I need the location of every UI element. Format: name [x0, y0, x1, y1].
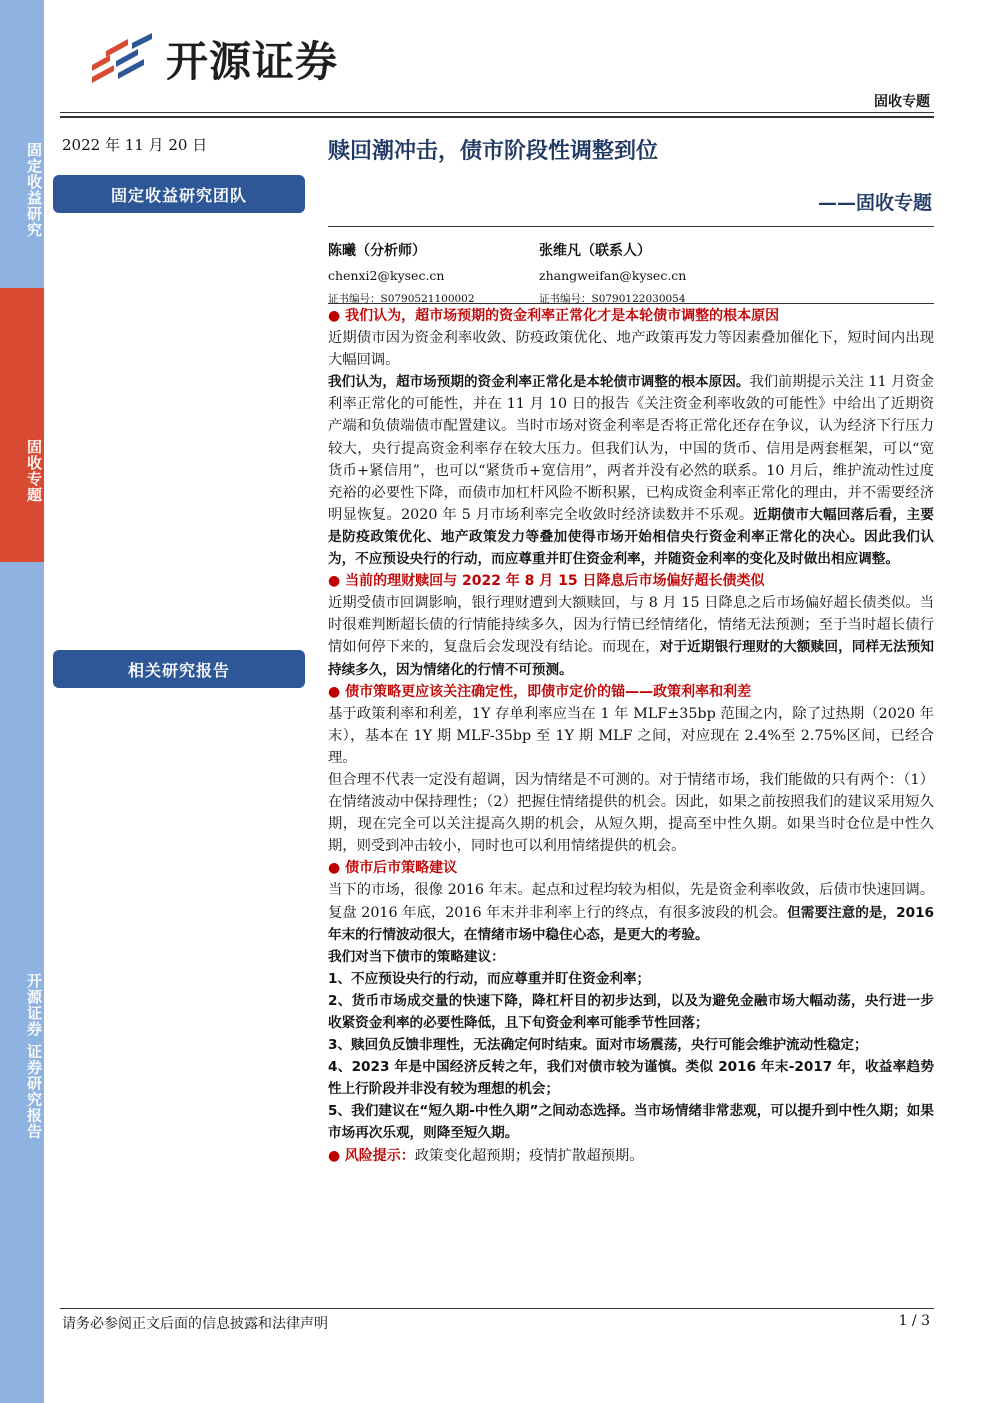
author-email[interactable]: zhangweifan@kysec.cn — [539, 268, 687, 283]
sidebar-mid — [0, 288, 44, 562]
report-subtitle: ——固收专题 — [817, 192, 932, 214]
risk-text: 政策变化超预期；疫情扩散超预期。 — [414, 1147, 644, 1164]
subtitle-divider — [328, 226, 934, 227]
sidebar — [0, 0, 44, 1403]
author-cert: 证书编号：S0790521100002 — [328, 293, 475, 305]
related-reports-box[interactable]: 相关研究报告 — [53, 650, 305, 688]
brand-logo-icon — [88, 31, 158, 87]
risk-notice — [328, 1145, 934, 1167]
report-body — [328, 305, 934, 1167]
bullet-icon: ● — [328, 573, 341, 590]
bullet-icon: ● — [328, 1147, 341, 1164]
report-date: 2022 年 11 月 20 日 — [62, 136, 208, 154]
bullet-icon: ● — [328, 308, 341, 324]
doc-type: 固收专题 — [874, 94, 930, 110]
paragraph: 近期债市因为资金利率收敛、防疫政策优化、地产政策再发力等因素叠加催化下，短时间内出现大幅回调。 — [328, 330, 934, 369]
author-2 — [539, 240, 686, 306]
author-cert: 证书编号：S0790122030054 — [539, 293, 686, 305]
section-heading: ● 我们认为，超市场预期的资金利率正常化才是本轮债市调整的根本原因 — [328, 308, 780, 324]
brand-name: 开源证券 — [166, 37, 339, 86]
risk-label: 风险提示： — [344, 1147, 415, 1164]
paragraph: 但合理不代表一定没有超调，因为情绪是不可测的。对于情绪市场，我们能做的只有两个：（1）在情绪波动中保持理性；（2）把握住情绪提供的机会。因此，如果之前按照我们的建议采用短久期，现在完全可以关注提高久期的机会，从短久期，提高至中性久期。如果当时仓位是中性久期，则受到冲击较小，同时也可以利用情绪提供的机会。 — [328, 771, 934, 855]
list-item: 4、2023 年是中国经济反转之年，我们对债市较为谨慎。类似 2016 年末-2017 年，收益率趋势性上行阶段并非没有较为理想的机会； — [328, 1059, 934, 1098]
sidebar-top-label: 固定收益研究 — [25, 142, 43, 238]
list-item: 1、不应预设央行的行动，而应尊重并盯住资金利率； — [328, 970, 651, 987]
team-box: 固定收益研究团队 — [53, 175, 305, 213]
list-item: 2、货币市场成交量的快速下降，降杠杆目的初步达到，以及为避免金融市场大幅动荡，央行进一步收紧资金利率的必要性降低，且下旬资金利率可能季节性回落； — [328, 992, 934, 1031]
section-heading: ● 债市策略更应该关注确定性，即债市定价的锚——政策利率和利差 — [328, 683, 752, 700]
author-name: 陈曦（分析师） — [328, 243, 426, 259]
brand-logo — [88, 30, 338, 88]
paragraph: 当下的市场，很像 2016 年末。起点和过程均较为相似，先是资金利率收敛，后债市快速回调。复盘 2016 年底，2016 年末并非利率上行的终点，有很多波段的机会。但需要注意的是，2016 年末的行情波动很大，在情绪市场中稳住心态，是更大的考验。 — [328, 882, 934, 943]
author-1 — [328, 240, 475, 306]
author-email[interactable]: chenxi2@kysec.cn — [328, 268, 445, 283]
author-divider — [328, 303, 934, 304]
section-heading: ● 债市后市策略建议 — [328, 860, 458, 877]
header-divider-thick — [60, 116, 934, 118]
bullet-icon: ● — [328, 860, 341, 877]
paragraph: 近期受债市回调影响，银行理财遭到大额赎回，与 8 月 15 日降息之后市场偏好超长债类似。当时很难判断超长债的行情能持续多久，因为行情已经情绪化，情绪无法预测；至于当时超长债行情如何停下来的，复盘后会发现没有结论。而现在，对于近期银行理财的大额赎回，同样无法预知持续多久，因为情绪化的行情不可预测。 — [328, 595, 935, 678]
author-name: 张维凡（联系人） — [539, 243, 651, 259]
sidebar-bottom-label: 开源证券 证券研究报告 — [25, 973, 43, 1140]
list-heading: 我们对当下债市的策略建议： — [328, 948, 505, 965]
list-item: 5、我们建议在“短久期-中性久期”之间动态选择。当市场情绪非常悲观，可以提升到中性久期；如果市场再次乐观，则降至短久期。 — [328, 1103, 934, 1142]
list-item: 3、赎回负反馈非理性，无法确定何时结束。面对市场震荡，央行可能会维护流动性稳定； — [328, 1037, 868, 1054]
footer-divider — [60, 1308, 934, 1309]
sidebar-bottom — [0, 562, 44, 1403]
footer-disclaimer: 请务必参阅正文后面的信息披露和法律声明 — [62, 1316, 328, 1332]
header-divider — [60, 112, 934, 113]
bullet-icon: ● — [328, 683, 341, 700]
report-title: 赎回潮冲击，债市阶段性调整到位 — [328, 138, 659, 164]
page-number: 1 / 3 — [898, 1313, 930, 1329]
section-heading: ● 当前的理财赎回与 2022 年 8 月 15 日降息后市场偏好超长债类似 — [328, 573, 765, 590]
paragraph: 我们认为，超市场预期的资金利率正常化是本轮债市调整的根本原因。我们前期提示关注 11 月资金利率正常化的可能性，并在 11 月 10 日的报告《关注资金利率收敛的可能性》中给出了近期资产端和负债端债市配置建议。当时市场对资金利率是否将正常化还存在争议，认为经济下行压力较大，央行提高资金利率存在较大压力。但我们认为，中国的货币、信用是两套框架，可以“宽货币+紧信用”，也可以“紧货币+宽信用”，两者并没有必然的联系。10 月后，维护流动性过度充裕的必要性下降，而债市加杠杆风险不断积累，已构成资金利率正常化的理由，并不需要经济明显恢复。2020 年 5 月市场利率完全收敛时经济读数并不乐观。近期债市大幅回落后看，主要是防疫政策优化、地产政策发力等叠加使得市场开始相信央行资金利率正常化的决心。因此我们认为，不应预设央行的行动，而应尊重并盯住资金利率，并随资金利率的变化及时做出相应调整。 — [328, 374, 934, 568]
sidebar-mid-label: 固收专题 — [25, 439, 43, 503]
paragraph: 基于政策利率和利差，1Y 存单利率应当在 1 年 MLF±35bp 范围之内，除了过热期（2020 年末），基本在 1Y 期 MLF-35bp 至 1Y 期 MLF 之间，对应现在 2.4%至 2.75%区间，已经合理。 — [328, 705, 934, 766]
sidebar-top — [0, 0, 44, 288]
